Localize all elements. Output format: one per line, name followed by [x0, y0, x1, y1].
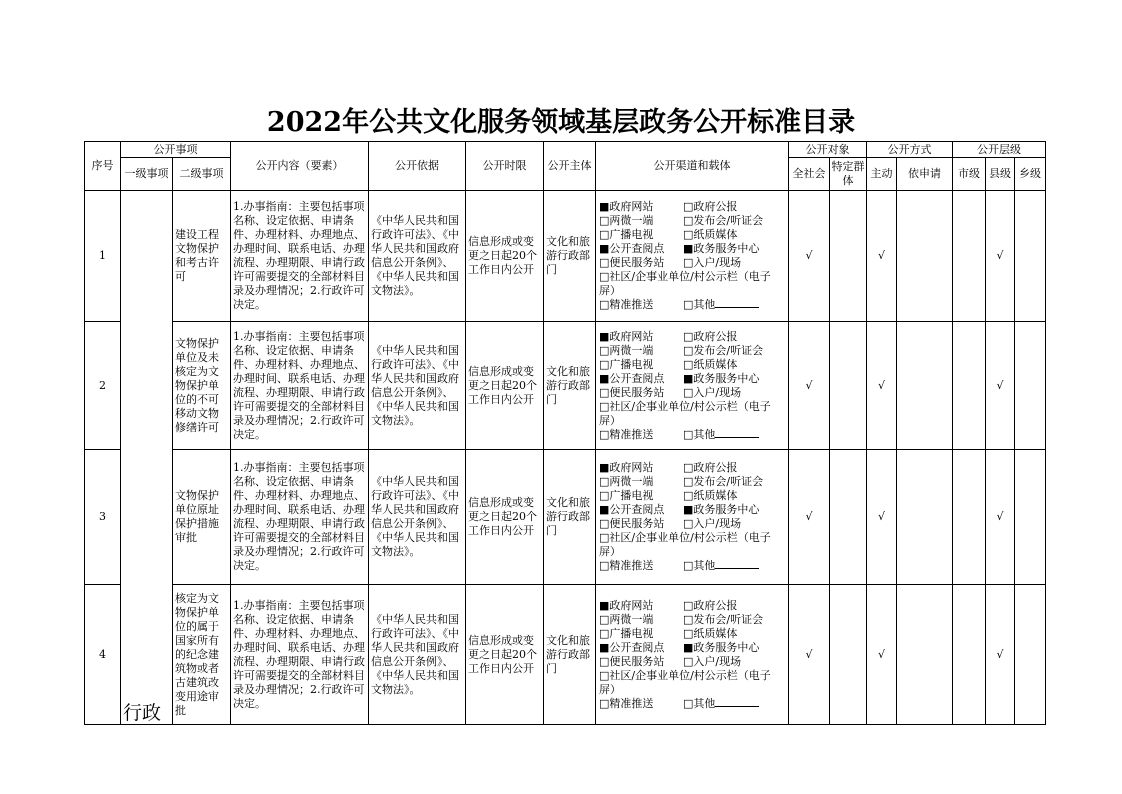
header-object-group: 公开对象 — [789, 142, 867, 158]
channel-broadcast-tv: □广播电视 — [599, 626, 654, 640]
table-row — [85, 450, 1046, 585]
check-whole-society: √ — [789, 322, 830, 450]
channel-two-micro: □两微一端 — [599, 214, 654, 227]
header-time: 公开时限 — [466, 142, 544, 191]
check-specific-group — [830, 322, 867, 450]
channel-broadcast-tv: □广播电视 — [599, 489, 654, 502]
header-on-request: 依申请 — [897, 158, 953, 191]
channel-press-conf: □发布会/听证会 — [683, 612, 764, 626]
channel-two-micro: □两微一端 — [599, 343, 654, 357]
row-level2: 核定为文物保护单位的属于国家所有的纪念建筑物或者古建筑改变用途审批 — [173, 585, 231, 725]
check-city — [953, 191, 986, 322]
channel-gov-website: ■政府网站 — [599, 329, 654, 343]
channel-other: □其他 — [683, 298, 716, 311]
check-active: √ — [867, 450, 897, 585]
catalog-table — [84, 141, 1046, 725]
header-subject: 公开主体 — [544, 142, 596, 191]
row-seq: 2 — [85, 322, 121, 450]
check-whole-society: √ — [789, 191, 830, 322]
row-subject: 文化和旅游行政部门 — [544, 450, 596, 585]
header-channel: 公开渠道和载体 — [596, 142, 789, 191]
check-specific-group — [830, 191, 867, 322]
channel-other: □其他 — [683, 427, 716, 441]
check-on-request — [897, 191, 953, 322]
channel-household: □入户/现场 — [683, 256, 742, 269]
header-basis: 公开依据 — [369, 142, 466, 191]
channel-service-center: ■政务服务中心 — [683, 371, 760, 385]
channel-gov-website: ■政府网站 — [599, 200, 654, 213]
channel-press-conf: □发布会/听证会 — [683, 214, 764, 227]
row-seq: 4 — [85, 585, 121, 725]
channel-gov-gazette: □政府公报 — [683, 461, 738, 474]
channel-public-reading: ■公开查阅点 — [599, 242, 665, 255]
level1-item: 行政 — [123, 702, 162, 724]
header-township: 乡级 — [1015, 158, 1046, 191]
row-time: 信息形成或变更之日起20个工作日内公开 — [466, 585, 544, 725]
check-whole-society: √ — [789, 450, 830, 585]
header-matter-group: 公开事项 — [121, 142, 231, 158]
header-level2: 二级事项 — [173, 158, 231, 191]
channel-gov-gazette: □政府公报 — [683, 598, 738, 612]
check-county: √ — [986, 191, 1015, 322]
channel-convenience: □便民服务站 — [599, 385, 665, 399]
channel-gov-website: ■政府网站 — [599, 598, 654, 612]
check-township — [1015, 191, 1046, 322]
header-city: 市级 — [953, 158, 986, 191]
channel-press-conf: □发布会/听证会 — [683, 343, 764, 357]
other-blank-line — [715, 428, 759, 438]
check-county: √ — [986, 322, 1015, 450]
channel-precise-push: □精准推送 — [599, 559, 654, 572]
check-whole-society: √ — [789, 585, 830, 725]
channel-paper-media: □纸质媒体 — [683, 626, 738, 640]
channel-public-reading: ■公开查阅点 — [599, 640, 665, 654]
row-channels — [596, 450, 789, 585]
header-level1: 一级事项 — [121, 158, 173, 191]
channel-gov-website: ■政府网站 — [599, 461, 654, 474]
check-on-request — [897, 322, 953, 450]
channel-other: □其他 — [683, 696, 716, 710]
row-basis: 《中华人民共和国行政许可法》、《中华人民共和国政府信息公开条例》、《中华人民共和国文物法》。 — [369, 191, 466, 322]
check-specific-group — [830, 585, 867, 725]
check-city — [953, 585, 986, 725]
table-row — [85, 191, 1046, 322]
channel-household: □入户/现场 — [683, 654, 742, 668]
check-township — [1015, 450, 1046, 585]
channel-service-center: ■政务服务中心 — [683, 640, 760, 654]
header-method-group: 公开方式 — [867, 142, 953, 158]
row-subject: 文化和旅游行政部门 — [544, 585, 596, 725]
channel-community: □社区/企事业单位/村公示栏（电子屏） — [599, 270, 771, 297]
header-row-1 — [85, 142, 1046, 158]
row-channels — [596, 191, 789, 322]
row-channels — [596, 585, 789, 725]
row-level2: 建设工程文物保护和考古许可 — [173, 191, 231, 322]
channel-household: □入户/现场 — [683, 517, 742, 530]
page-title: 2022年公共文化服务领域基层政务公开标准目录 — [266, 107, 856, 138]
channel-convenience: □便民服务站 — [599, 256, 665, 269]
channel-other: □其他 — [683, 559, 716, 572]
header-seq: 序号 — [85, 142, 121, 191]
channel-service-center: ■政务服务中心 — [683, 242, 760, 255]
channel-community: □社区/企事业单位/村公示栏（电子屏） — [599, 531, 771, 558]
row-subject: 文化和旅游行政部门 — [544, 191, 596, 322]
channel-paper-media: □纸质媒体 — [683, 357, 738, 371]
table-row — [85, 585, 1046, 725]
channel-paper-media: □纸质媒体 — [683, 228, 738, 241]
check-township — [1015, 322, 1046, 450]
header-specific-group: 特定群体 — [830, 158, 867, 191]
row-level2: 文物保护单位原址保护措施审批 — [173, 450, 231, 585]
check-county: √ — [986, 450, 1015, 585]
channel-paper-media: □纸质媒体 — [683, 489, 738, 502]
check-on-request — [897, 585, 953, 725]
channel-gov-gazette: □政府公报 — [683, 329, 738, 343]
header-level-group: 公开层级 — [953, 142, 1046, 158]
row-level2: 文物保护单位及未核定为文物保护单位的不可移动文物修缮许可 — [173, 322, 231, 450]
check-city — [953, 322, 986, 450]
row-subject: 文化和旅游行政部门 — [544, 322, 596, 450]
row-content: 1.办事指南：主要包括事项名称、设定依据、申请条件、办理材料、办理地点、办理时间、联系电话、办理流程、办理期限、申请行政许可需要提交的全部材料目录及办理情况；2.行政许可决定。 — [231, 450, 369, 585]
level1-cell — [121, 191, 173, 725]
row-time: 信息形成或变更之日起20个工作日内公开 — [466, 322, 544, 450]
channel-precise-push: □精准推送 — [599, 427, 654, 441]
channel-broadcast-tv: □广播电视 — [599, 357, 654, 371]
channel-press-conf: □发布会/听证会 — [683, 475, 764, 488]
channel-convenience: □便民服务站 — [599, 654, 665, 668]
row-channels — [596, 322, 789, 450]
other-blank-line — [715, 559, 759, 569]
header-whole-society: 全社会 — [789, 158, 830, 191]
check-on-request — [897, 450, 953, 585]
check-township — [1015, 585, 1046, 725]
channel-community: □社区/企事业单位/村公示栏（电子屏） — [599, 399, 771, 427]
channel-precise-push: □精准推送 — [599, 696, 654, 710]
channel-convenience: □便民服务站 — [599, 517, 665, 530]
check-active: √ — [867, 322, 897, 450]
row-content: 1.办事指南：主要包括事项名称、设定依据、申请条件、办理材料、办理地点、办理时间、联系电话、办理流程、办理期限、申请行政许可需要提交的全部材料目录及办理情况；2.行政许可决定。 — [231, 585, 369, 725]
channel-household: □入户/现场 — [683, 385, 742, 399]
channel-two-micro: □两微一端 — [599, 475, 654, 488]
row-time: 信息形成或变更之日起20个工作日内公开 — [466, 191, 544, 322]
channel-public-reading: ■公开查阅点 — [599, 503, 665, 516]
other-blank-line — [715, 298, 759, 308]
row-content: 1.办事指南：主要包括事项名称、设定依据、申请条件、办理材料、办理地点、办理时间、联系电话、办理流程、办理期限、申请行政许可需要提交的全部材料目录及办理情况；2.行政许可决定。 — [231, 191, 369, 322]
row-seq: 3 — [85, 450, 121, 585]
check-county: √ — [986, 585, 1015, 725]
table-row — [85, 322, 1046, 450]
header-active: 主动 — [867, 158, 897, 191]
channel-public-reading: ■公开查阅点 — [599, 371, 665, 385]
other-blank-line — [715, 697, 759, 707]
channel-service-center: ■政务服务中心 — [683, 503, 760, 516]
channel-broadcast-tv: □广播电视 — [599, 228, 654, 241]
channel-precise-push: □精准推送 — [599, 298, 654, 311]
header-content: 公开内容（要素） — [231, 142, 369, 191]
row-basis: 《中华人民共和国行政许可法》、《中华人民共和国政府信息公开条例》、《中华人民共和国文物法》。 — [369, 322, 466, 450]
check-specific-group — [830, 450, 867, 585]
row-content: 1.办事指南：主要包括事项名称、设定依据、申请条件、办理材料、办理地点、办理时间、联系电话、办理流程、办理期限、申请行政许可需要提交的全部材料目录及办理情况；2.行政许可决定。 — [231, 322, 369, 450]
header-county: 县级 — [986, 158, 1015, 191]
channel-two-micro: □两微一端 — [599, 612, 654, 626]
check-active: √ — [867, 585, 897, 725]
row-time: 信息形成或变更之日起20个工作日内公开 — [466, 450, 544, 585]
channel-gov-gazette: □政府公报 — [683, 200, 738, 213]
row-seq: 1 — [85, 191, 121, 322]
check-city — [953, 450, 986, 585]
channel-community: □社区/企事业单位/村公示栏（电子屏） — [599, 668, 771, 696]
check-active: √ — [867, 191, 897, 322]
row-basis: 《中华人民共和国行政许可法》、《中华人民共和国政府信息公开条例》、《中华人民共和国文物法》。 — [369, 450, 466, 585]
row-basis: 《中华人民共和国行政许可法》、《中华人民共和国政府信息公开条例》、《中华人民共和国文物法》。 — [369, 585, 466, 725]
